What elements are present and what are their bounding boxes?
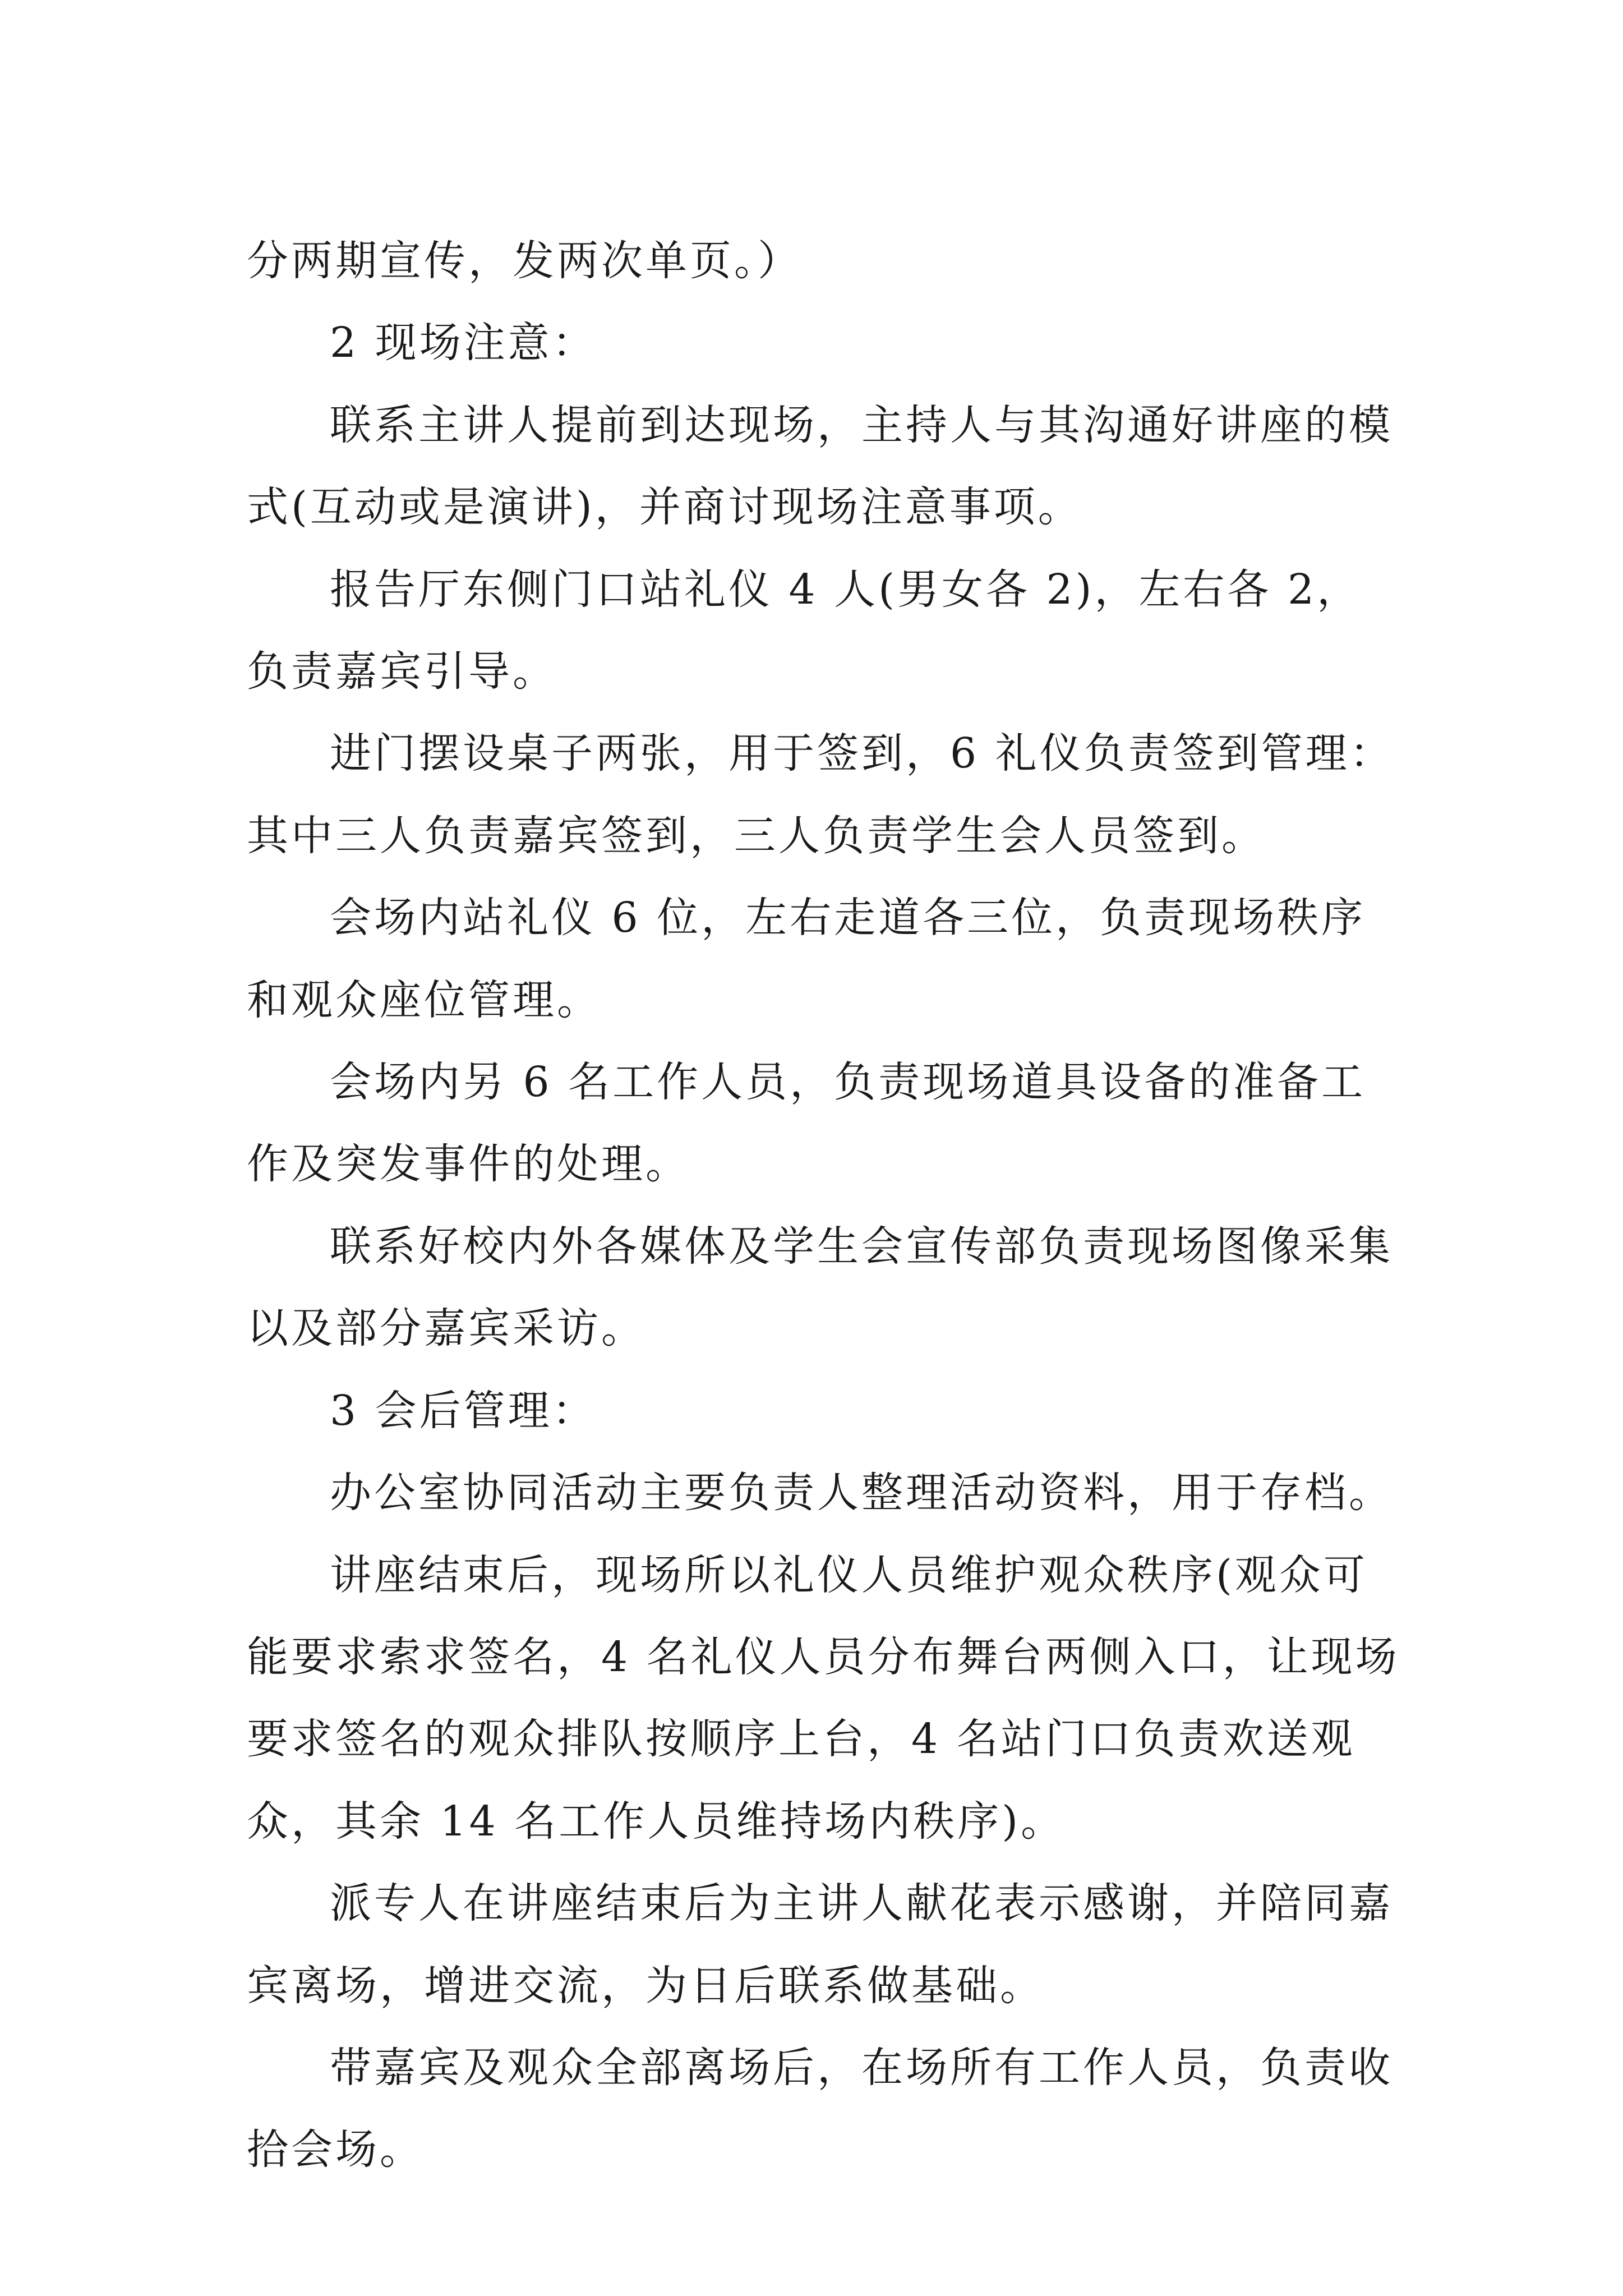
paragraph: 报告厅东侧门口站礼仪 4 人(男女各 2)，左右各 2，负责嘉宾引导。 bbox=[247, 565, 1362, 696]
section-heading-after-event: 3 会后管理： bbox=[330, 1386, 597, 1435]
paragraph: 带嘉宾及观众全部离场后，在场所有工作人员，负责收拾会场。 bbox=[247, 2043, 1393, 2174]
paragraph: 联系主讲人提前到达现场，主持人与其沟通好讲座的模式(互动或是演讲)，并商讨现场注意事项。 bbox=[247, 401, 1393, 532]
paragraph: 联系好校内外各媒体及学生会宣传部负责现场图像采集以及部分嘉宾采访。 bbox=[247, 1222, 1393, 1353]
document-body bbox=[247, 220, 1402, 2191]
paragraph-continuation: 分两期宣传，发两次单页。） bbox=[247, 237, 802, 285]
paragraph: 会场内站礼仪 6 位，左右走道各三位，负责现场秩序和观众座位管理。 bbox=[247, 894, 1366, 1024]
paragraph: 进门摆设桌子两张，用于签到，6 礼仪负责签到管理：其中三人负责嘉宾签到，三人负责学生会人员签到。 bbox=[247, 729, 1394, 860]
paragraph: 会场内另 6 名工作人员，负责现场道具设备的准备工作及突发事件的处理。 bbox=[247, 1058, 1366, 1189]
paragraph: 讲座结束后，现场所以礼仪人员维护观众秩序(观众可能要求索求签名，4 名礼仪人员分布舞台两侧入口，让现场要求签名的观众排队按顺序上台，4 名站门口负责欢送观众，其余 14 名工作人员维持场内秩序)。 bbox=[247, 1550, 1400, 1846]
paragraph: 办公室协同活动主要负责人整理活动资料，用于存档。 bbox=[330, 1469, 1393, 1517]
paragraph: 派专人在讲座结束后为主讲人献花表示感谢，并陪同嘉宾离场，增进交流，为日后联系做基础。 bbox=[247, 1879, 1393, 2010]
section-heading-onsite: 2 现场注意： bbox=[330, 319, 597, 367]
